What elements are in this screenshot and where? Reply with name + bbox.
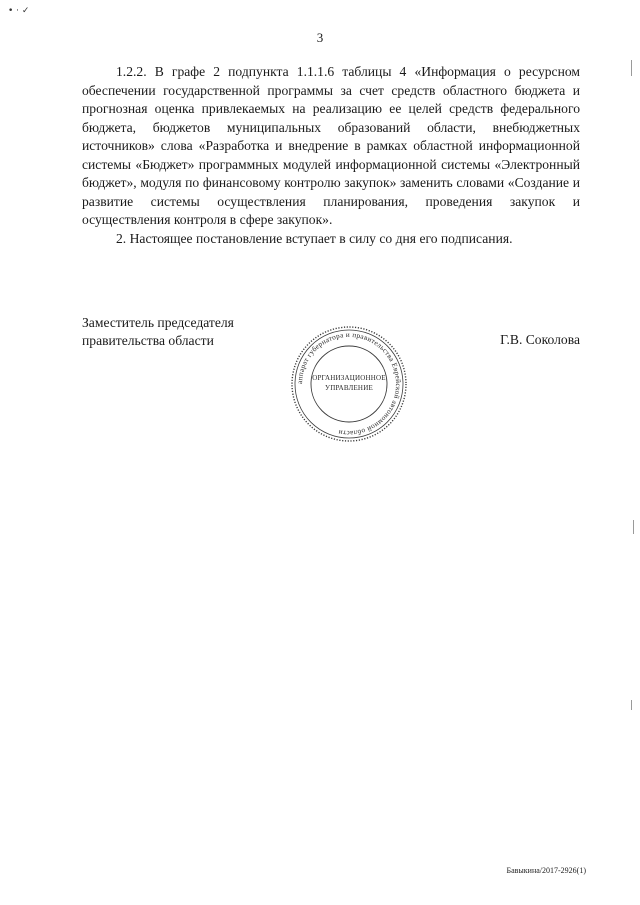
scan-edge-mark bbox=[633, 520, 634, 534]
paragraph-1-2-2: 1.2.2. В графе 2 подпункта 1.1.1.6 таблицы 4 «Информация о ресурсном обеспечении государственной программы за счет средств областного бюджета и прогнозная оценка привлекаемых на реализацию ее целей средств федерального бюджета, бюджетов муниципальных образований области, внебюджетных источников» слова «Разработка и внедрение в рамках областной информационной системы «Бюджет» программных модулей информационной системы «Электронный бюджет», модуля по финансовому контролю закупок» заменить словами «Создание и развитие системы осуществления планирования, проведения закупок и осуществления контроля в сфере закупок». bbox=[82, 64, 580, 227]
page-number: 3 bbox=[316, 30, 324, 45]
scan-mark: • · ✓ bbox=[8, 6, 30, 16]
scan-edge-mark bbox=[631, 60, 632, 76]
signer-title bbox=[82, 314, 234, 350]
official-seal bbox=[287, 322, 411, 446]
signer-title-line-1: Заместитель председателя bbox=[82, 315, 234, 330]
scan-edge-mark bbox=[631, 700, 632, 710]
paragraph-2: 2. Настоящее постановление вступает в силу со дня его подписания. bbox=[116, 230, 513, 246]
seal-ring-text: аппарат губернатора и правительства Еврейской автономной области bbox=[295, 330, 403, 438]
footer-document-code: Бавыкина/2017-2926(1) bbox=[506, 866, 586, 875]
document-body bbox=[82, 63, 580, 248]
seal-center-line-2: УПРАВЛЕНИЕ bbox=[325, 384, 373, 392]
signer-name: Г.В. Соколова bbox=[500, 332, 580, 347]
signer-title-line-2: правительства области bbox=[82, 333, 214, 348]
seal-center-line-1: ОРГАНИЗАЦИОННОЕ bbox=[312, 374, 386, 382]
